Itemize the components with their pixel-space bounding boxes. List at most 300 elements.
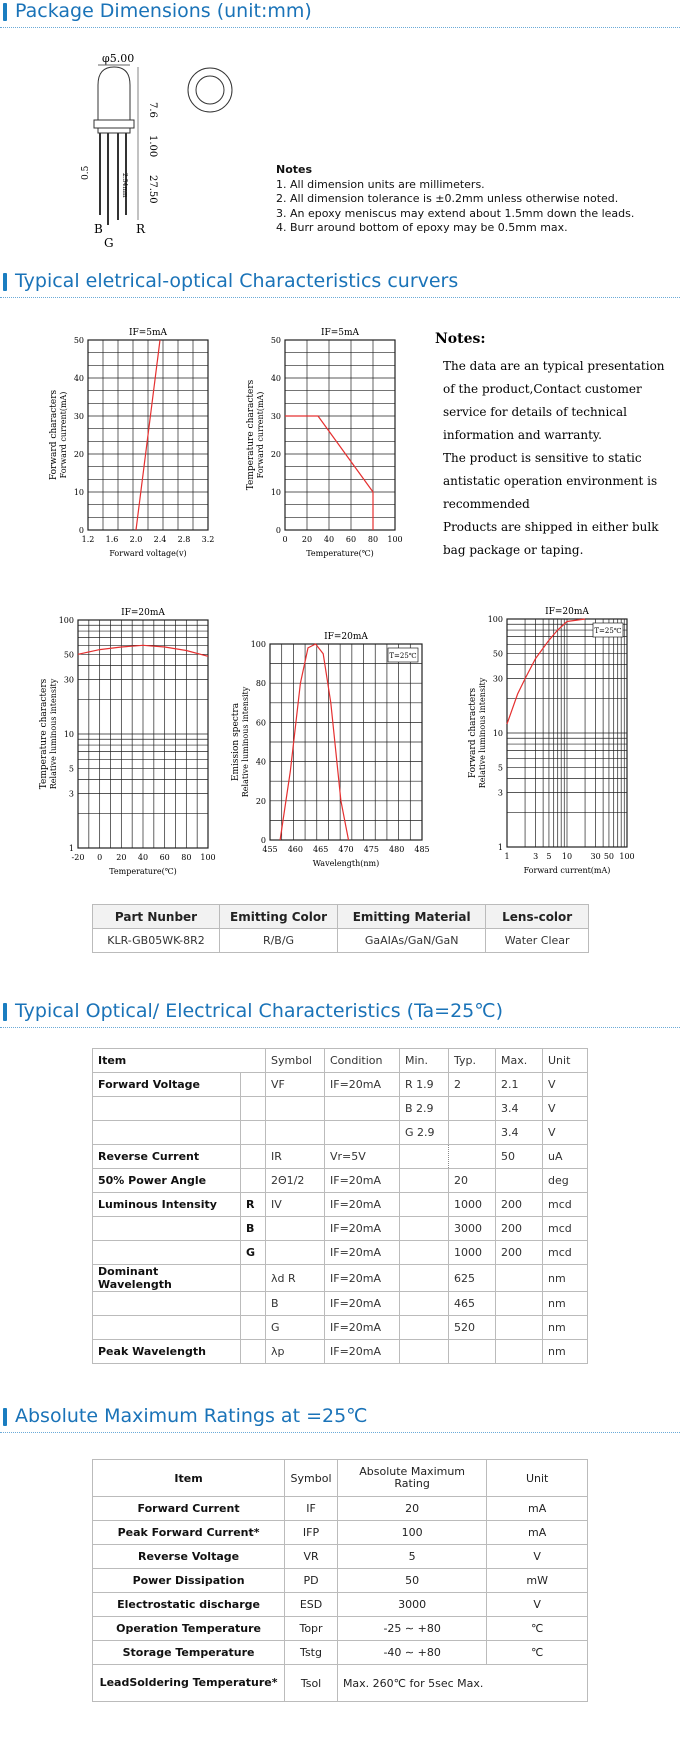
table-cell-unit: mcd	[543, 1241, 588, 1265]
table-cell-item: Reverse Current	[93, 1145, 241, 1169]
curve-note-line: The data are an typical presentation	[443, 359, 665, 373]
table-cell: Max. 260℃ for 5sec Max.	[337, 1665, 587, 1702]
table-cell: -40 ∼ +80	[337, 1641, 486, 1665]
y-tick-label: 10	[63, 730, 74, 739]
table-cell-max	[496, 1292, 543, 1316]
absmax-table	[92, 1459, 588, 1702]
x-tick-label: 30	[590, 852, 601, 861]
table-cell: 5	[337, 1545, 486, 1569]
table-cell-max: 200	[496, 1193, 543, 1217]
x-tick-label: -20	[71, 853, 85, 862]
table-header: Item	[93, 1460, 285, 1497]
table-cell-typ	[449, 1121, 496, 1145]
table-header: Emitting Color	[220, 905, 338, 929]
table-cell-item	[93, 1121, 241, 1145]
table-cell-max	[496, 1169, 543, 1193]
table-cell: Topr	[285, 1617, 338, 1641]
chart-title: IF=20mA	[121, 608, 165, 618]
table-cell-max	[496, 1316, 543, 1340]
section-bar	[3, 1408, 7, 1426]
table-cell-min	[400, 1241, 449, 1265]
table-cell-unit: deg	[543, 1169, 588, 1193]
table-header: Max.	[496, 1049, 543, 1073]
x-tick-label: 1.2	[81, 535, 95, 544]
table-cell: GaAIAs/GaN/GaN	[338, 929, 486, 953]
table-row	[93, 1193, 588, 1217]
table-cell-cond: IF=20mA	[325, 1169, 400, 1193]
pin-r-label: R	[136, 222, 146, 236]
table-cell-max	[496, 1265, 543, 1292]
x-tick-label: 1	[504, 852, 510, 861]
y-tick-label: 80	[255, 679, 266, 689]
table-cell: mA	[487, 1521, 588, 1545]
table-cell: 100	[337, 1521, 486, 1545]
dim-height: 7.6	[147, 102, 158, 118]
table-cell-cond: Vr=5V	[325, 1145, 400, 1169]
chart-title: IF=5mA	[128, 328, 168, 338]
table-cell-typ	[449, 1340, 496, 1364]
table-cell-max: 200	[496, 1241, 543, 1265]
table-cell-symbol	[266, 1121, 325, 1145]
table-cell-min	[400, 1265, 449, 1292]
dim-lead: 27.50	[147, 175, 158, 204]
curve-note-line: recommended	[443, 497, 530, 511]
y-tick-label: 30	[492, 674, 503, 684]
divider	[0, 1432, 680, 1433]
table-cell-unit: nm	[543, 1316, 588, 1340]
x-tick-label: 100	[619, 852, 635, 861]
section-title: Absolute Maximum Ratings at =25℃	[15, 1405, 368, 1427]
pin-b-label: B	[94, 222, 103, 236]
table-cell-min: B 2.9	[400, 1097, 449, 1121]
section-package-dimensions	[0, 0, 680, 28]
table-cell: -25 ∼ +80	[337, 1617, 486, 1641]
table-header: Min.	[400, 1049, 449, 1073]
y-tick-label: 50	[492, 649, 503, 659]
x-axis-label: Temperature(℃)	[109, 867, 177, 876]
table-row	[93, 1521, 588, 1545]
y-tick-label: 3	[68, 789, 74, 799]
table-cell: IF	[285, 1497, 338, 1521]
section-title: Typical eletrical-optical Characteristics curvers	[15, 270, 459, 292]
y-tick-label: 10	[270, 488, 281, 497]
dim-1: 1.00	[147, 135, 158, 158]
x-tick-label: 465	[313, 845, 329, 854]
table-cell: ℃	[487, 1641, 588, 1665]
table-cell-cond: IF=20mA	[325, 1073, 400, 1097]
section-bar	[3, 3, 7, 21]
y-tick-label: 40	[270, 374, 281, 383]
table-cell-symbol: B	[266, 1292, 325, 1316]
table-cell-unit: nm	[543, 1340, 588, 1364]
chart-forward-voltage	[40, 318, 220, 580]
table-cell: 20	[337, 1497, 486, 1521]
table-cell: PD	[285, 1569, 338, 1593]
chart-annotation: T=25℃	[389, 652, 417, 660]
x-axis-label: Forward voltage(v)	[109, 549, 187, 558]
table-cell-sub	[241, 1265, 266, 1292]
table-row	[93, 1545, 588, 1569]
table-cell: Peak Forward Current*	[93, 1521, 285, 1545]
table-cell-unit: nm	[543, 1265, 588, 1292]
table-cell-unit: uA	[543, 1145, 588, 1169]
table-cell-item: Dominant Wavelength	[93, 1265, 241, 1292]
x-tick-label: 80	[181, 853, 192, 862]
table-cell-sub: R	[241, 1193, 266, 1217]
table-cell-item: 50% Power Angle	[93, 1169, 241, 1193]
chart-forward-current-intensity	[455, 595, 645, 880]
table-row	[93, 1145, 588, 1169]
table-cell: Power Dissipation	[93, 1569, 285, 1593]
table-cell-item: Luminous Intensity	[93, 1193, 241, 1217]
notes-title: Notes	[276, 163, 313, 176]
table-cell: mA	[487, 1497, 588, 1521]
y-tick-label: 40	[255, 757, 266, 767]
y-tick-label: 30	[73, 412, 84, 421]
table-row	[93, 1665, 588, 1702]
y-tick-label: 30	[270, 412, 281, 421]
table-cell: R/B/G	[220, 929, 338, 953]
table-cell-max: 3.4	[496, 1097, 543, 1121]
table-header: Typ.	[449, 1049, 496, 1073]
y-tick-label: 40	[73, 374, 84, 383]
x-tick-label: 470	[338, 845, 354, 854]
table-cell-typ: 3000	[449, 1217, 496, 1241]
x-tick-label: 2.4	[153, 535, 167, 544]
section-optical	[0, 1000, 680, 1028]
table-cell-sub	[241, 1145, 266, 1169]
chart-title: IF=20mA	[324, 632, 368, 642]
x-tick-label: 10	[561, 852, 573, 861]
table-cell-cond: IF=20mA	[325, 1265, 400, 1292]
table-header-row	[93, 905, 589, 929]
table-cell-unit: V	[543, 1097, 588, 1121]
table-cell: 3000	[337, 1593, 486, 1617]
table-cell-cond: IF=20mA	[325, 1193, 400, 1217]
series-line	[507, 619, 585, 724]
x-tick-label: 2.8	[177, 535, 191, 544]
table-cell: VR	[285, 1545, 338, 1569]
y-tick-label: 50	[73, 336, 84, 345]
table-cell-min	[400, 1145, 449, 1169]
y-tick-label: 1	[497, 843, 503, 852]
x-tick-label: 40	[137, 853, 149, 862]
table-row	[93, 1121, 588, 1145]
y-tick-label: 3	[497, 788, 503, 798]
table-cell: ℃	[487, 1617, 588, 1641]
x-tick-label: 20	[116, 853, 127, 862]
y-tick-label: 1	[68, 844, 74, 853]
table-row	[93, 1593, 588, 1617]
table-header: Item	[93, 1049, 266, 1073]
x-tick-label: 50	[603, 852, 615, 861]
table-cell-unit: V	[543, 1121, 588, 1145]
x-tick-label: 40	[323, 535, 335, 544]
table-row	[93, 1169, 588, 1193]
curve-note-line: The product is sensitive to static	[443, 451, 642, 465]
chart-title: IF=5mA	[320, 328, 360, 338]
y-tick-label: 60	[255, 718, 266, 728]
table-cell-item	[93, 1097, 241, 1121]
note-item: 3. An epoxy meniscus may extend about 1.5mm down the leads.	[276, 206, 635, 220]
optical-table	[92, 1048, 588, 1364]
x-tick-label: 2.0	[129, 535, 143, 544]
table-row	[93, 1292, 588, 1316]
table-cell-sub	[241, 1340, 266, 1364]
table-cell-item	[93, 1316, 241, 1340]
y-tick-label: 100	[250, 640, 266, 649]
table-cell-sub	[241, 1169, 266, 1193]
table-cell-symbol	[266, 1241, 325, 1265]
table-row	[93, 1340, 588, 1364]
x-tick-label: 80	[367, 535, 379, 544]
table-cell-symbol: IR	[266, 1145, 325, 1169]
y-tick-label: 20	[255, 796, 266, 806]
x-tick-label: 3	[533, 852, 539, 861]
x-tick-label: 20	[301, 535, 313, 544]
table-cell-unit: nm	[543, 1292, 588, 1316]
table-cell-symbol: 2Θ1/2	[266, 1169, 325, 1193]
table-cell-typ: 520	[449, 1316, 496, 1340]
x-tick-label: 0	[282, 535, 288, 544]
package-notes	[276, 163, 676, 236]
table-cell-item: Forward Voltage	[93, 1073, 241, 1097]
pin-g-label: G	[104, 236, 114, 250]
table-cell-min	[400, 1169, 449, 1193]
y-axis-label: Forward characters	[49, 389, 59, 481]
top-view-inner	[196, 76, 224, 104]
table-cell-cond: IF=20mA	[325, 1292, 400, 1316]
table-cell: LeadSoldering Temperature*	[93, 1665, 285, 1702]
y-tick-label: 50	[63, 650, 74, 660]
curve-notes	[432, 328, 672, 568]
table-cell-typ	[449, 1097, 496, 1121]
x-tick-label: 460	[287, 845, 303, 854]
table-cell-symbol: λp	[266, 1340, 325, 1364]
table-cell-max: 50	[496, 1145, 543, 1169]
table-cell: ESD	[285, 1593, 338, 1617]
table-header: Symbol	[285, 1460, 338, 1497]
diameter-label: φ5.00	[102, 52, 135, 65]
table-cell-cond	[325, 1121, 400, 1145]
curve-note-line: of the product,Contact customer	[443, 382, 642, 396]
chart-title: IF=20mA	[545, 607, 589, 617]
table-cell-max: 3.4	[496, 1121, 543, 1145]
y-axis-label-2: Relative luminous intensity	[49, 678, 58, 790]
y-tick-label: 30	[63, 675, 74, 685]
y-tick-label: 100	[58, 616, 74, 625]
y-axis-label-2: Forward current(mA)	[256, 391, 265, 479]
y-axis-label-2: Relative luminous intensity	[478, 677, 487, 789]
plot-frame	[285, 340, 395, 530]
table-cell-max	[496, 1340, 543, 1364]
table-cell-sub	[241, 1097, 266, 1121]
table-cell: V	[487, 1545, 588, 1569]
curve-note-line: service for details of technical	[443, 405, 628, 419]
table-cell: V	[487, 1593, 588, 1617]
curve-note-line: antistatic operation environment is	[443, 474, 658, 488]
x-tick-label: 475	[363, 845, 379, 854]
y-tick-label: 20	[270, 450, 281, 459]
table-row	[93, 1641, 588, 1665]
table-header: Unit	[543, 1049, 588, 1073]
led-flange	[94, 120, 134, 128]
table-cell-typ: 1000	[449, 1241, 496, 1265]
section-title: Package Dimensions (unit:mm)	[15, 0, 312, 22]
table-cell: 50	[337, 1569, 486, 1593]
table-cell-cond	[325, 1097, 400, 1121]
y-axis-label: Temperature characters	[246, 379, 256, 491]
y-axis-label: Forward characters	[468, 687, 478, 779]
y-tick-label: 5	[68, 764, 74, 774]
y-tick-label: 50	[270, 336, 281, 345]
curve-note-line: bag package or taping.	[443, 543, 584, 557]
y-tick-label: 0	[275, 526, 281, 535]
table-header: Condition	[325, 1049, 400, 1073]
x-axis-label: Wavelength(nm)	[312, 859, 380, 868]
chart-temperature-current	[235, 318, 415, 580]
table-row	[93, 1617, 588, 1641]
table-header-row	[93, 1049, 588, 1073]
x-tick-label: 1.6	[105, 535, 119, 544]
chart-annotation: T=25℃	[594, 627, 622, 635]
y-axis-label: Emission spectra	[231, 702, 241, 782]
table-cell: Reverse Voltage	[93, 1545, 285, 1569]
table-cell-min	[400, 1193, 449, 1217]
table-cell: Electrostatic discharge	[93, 1593, 285, 1617]
table-cell-typ: 1000	[449, 1193, 496, 1217]
table-row	[93, 1097, 588, 1121]
curve-note-line: Products are shipped in either bulk	[443, 520, 659, 534]
table-cell-min: G 2.9	[400, 1121, 449, 1145]
table-header: Unit	[487, 1460, 588, 1497]
table-cell: Storage Temperature	[93, 1641, 285, 1665]
table-cell-min	[400, 1217, 449, 1241]
table-row	[93, 1316, 588, 1340]
x-tick-label: 60	[345, 535, 357, 544]
table-cell-max: 2.1	[496, 1073, 543, 1097]
table-cell: Operation Temperature	[93, 1617, 285, 1641]
dim-pitch: 2.54mm	[121, 173, 128, 198]
table-row	[93, 1217, 588, 1241]
y-tick-label: 10	[73, 488, 84, 497]
table-cell: Tsol	[285, 1665, 338, 1702]
y-tick-label: 20	[73, 450, 84, 459]
table-cell-sub	[241, 1292, 266, 1316]
table-header: Absolute Maximum Rating	[337, 1460, 486, 1497]
table-header: Lens-color	[486, 905, 589, 929]
package-drawing	[70, 45, 240, 255]
x-tick-label: 480	[389, 845, 405, 854]
table-cell: mW	[487, 1569, 588, 1593]
table-cell-sub	[241, 1121, 266, 1145]
table-cell-typ: 20	[449, 1169, 496, 1193]
table-cell-cond: IF=20mA	[325, 1241, 400, 1265]
table-cell-sub	[241, 1073, 266, 1097]
y-tick-label: 0	[78, 526, 84, 535]
table-cell-min: R 1.9	[400, 1073, 449, 1097]
x-tick-label: 455	[262, 845, 278, 854]
section-curves	[0, 270, 680, 298]
table-cell-min	[400, 1340, 449, 1364]
table-cell-item	[93, 1292, 241, 1316]
y-tick-label: 0	[260, 836, 266, 845]
table-cell: Water Clear	[486, 929, 589, 953]
section-bar	[3, 273, 7, 291]
table-cell-symbol: IV	[266, 1193, 325, 1217]
table-cell-unit: mcd	[543, 1193, 588, 1217]
table-row	[93, 1497, 588, 1521]
table-cell-unit: V	[543, 1073, 588, 1097]
table-header: Part Nunber	[93, 905, 220, 929]
table-cell-symbol	[266, 1217, 325, 1241]
table-cell: Tstg	[285, 1641, 338, 1665]
y-axis-label: Temperature characters	[39, 678, 49, 790]
table-cell-symbol: λd R	[266, 1265, 325, 1292]
table-cell: Forward Current	[93, 1497, 285, 1521]
divider	[0, 1027, 680, 1028]
note-item: 4. Burr around bottom of epoxy may be 0.5mm max.	[276, 221, 568, 234]
dim-lead-width: 0.5	[81, 165, 91, 180]
table-cell-unit: mcd	[543, 1217, 588, 1241]
table-cell-item	[93, 1241, 241, 1265]
divider	[0, 27, 680, 28]
led-body	[98, 67, 130, 120]
table-cell-cond: IF=20mA	[325, 1217, 400, 1241]
y-axis-label-2: Forward current(mA)	[59, 391, 68, 479]
curve-note-line: information and warranty.	[443, 428, 602, 442]
table-cell-sub: B	[241, 1217, 266, 1241]
y-axis-label-2: Relative luminous intensity	[241, 686, 250, 798]
table-row	[93, 1569, 588, 1593]
x-axis-label: Forward current(mA)	[523, 866, 611, 875]
table-cell-typ: 465	[449, 1292, 496, 1316]
table-header-row	[93, 1460, 588, 1497]
curve-notes-title: Notes:	[435, 331, 486, 347]
x-tick-label: 5	[546, 852, 552, 861]
table-cell: KLR-GB05WK-8R2	[93, 929, 220, 953]
table-cell-max: 200	[496, 1217, 543, 1241]
table-cell-symbol	[266, 1097, 325, 1121]
table-row	[93, 1073, 588, 1097]
table-row	[93, 1241, 588, 1265]
table-cell-symbol: VF	[266, 1073, 325, 1097]
x-tick-label: 100	[387, 535, 403, 544]
divider	[0, 297, 680, 298]
table-header: Symbol	[266, 1049, 325, 1073]
table-row	[93, 1265, 588, 1292]
y-tick-label: 5	[497, 763, 503, 773]
x-tick-label: 0	[97, 853, 103, 862]
note-item: 1. All dimension units are millimeters.	[276, 177, 485, 191]
x-tick-label: 60	[159, 853, 170, 862]
table-cell-min	[400, 1292, 449, 1316]
table-cell-typ	[449, 1145, 496, 1169]
table-row	[93, 929, 589, 953]
table-cell-typ: 625	[449, 1265, 496, 1292]
table-cell-item	[93, 1217, 241, 1241]
table-cell-sub	[241, 1316, 266, 1340]
table-cell-cond: IF=20mA	[325, 1316, 400, 1340]
x-tick-label: 3.2	[201, 535, 215, 544]
x-tick-label: 100	[200, 853, 216, 862]
table-cell-symbol: G	[266, 1316, 325, 1340]
table-cell-typ: 2	[449, 1073, 496, 1097]
table-header: Emitting Material	[338, 905, 486, 929]
y-tick-label: 10	[492, 729, 503, 738]
chart-temperature-intensity	[30, 600, 225, 885]
part-table	[92, 904, 589, 953]
